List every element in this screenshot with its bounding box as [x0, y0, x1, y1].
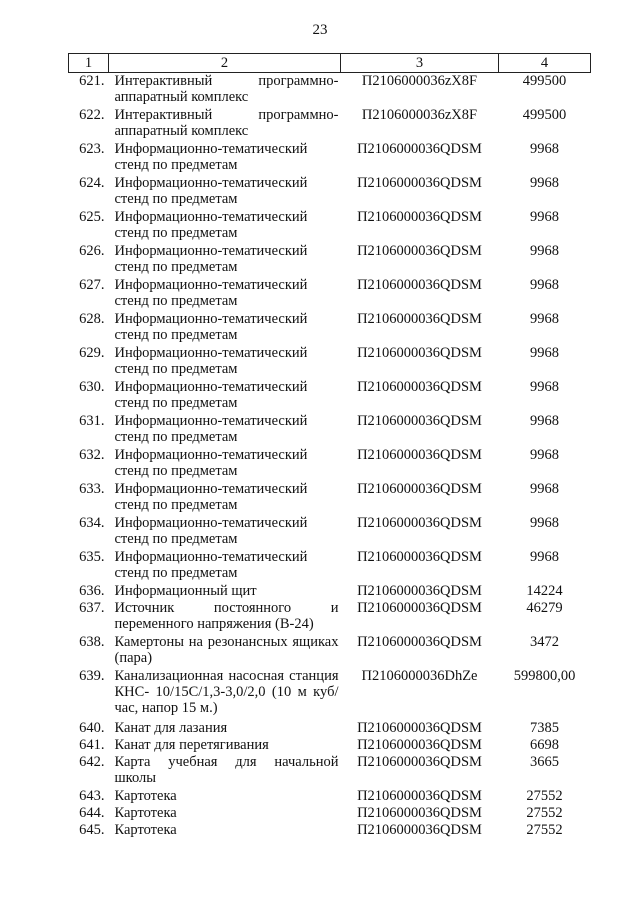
- item-name: Информационно-тематический стенд по предметам: [114, 276, 308, 309]
- table-row: [69, 737, 591, 754]
- item-price: 27552: [526, 821, 563, 838]
- row-number: 632.: [79, 446, 105, 463]
- item-price: 9968: [530, 480, 559, 497]
- row-number: 624.: [79, 174, 105, 191]
- item-code: П2106000036QDSM: [357, 821, 482, 838]
- table-row: [69, 311, 591, 345]
- item-name: Картотека: [114, 787, 177, 804]
- item-code: П2106000036QDSM: [357, 514, 482, 531]
- item-price: 9968: [530, 548, 559, 565]
- item-code: П2106000036QDSM: [357, 446, 482, 463]
- item-price: 46279: [526, 599, 563, 616]
- item-code: П2106000036QDSM: [357, 140, 482, 157]
- table-row: [69, 754, 591, 788]
- table-row: [69, 141, 591, 175]
- item-price: 9968: [530, 378, 559, 395]
- inventory-table: [68, 53, 591, 839]
- row-number: 629.: [79, 344, 105, 361]
- table-row: [69, 600, 591, 634]
- item-name: Информационно-тематический стенд по предметам: [114, 242, 308, 275]
- item-code: П2106000036zX8F: [361, 106, 478, 123]
- item-code: П2106000036DhZe: [361, 667, 478, 684]
- row-number: 633.: [79, 480, 105, 497]
- item-name: Канализационная насосная станция КНС- 10/15С/1,3-3,0/2,0 (10 м куб/час, напор 15 м.): [114, 667, 339, 716]
- item-code: П2106000036zX8F: [361, 73, 478, 89]
- item-price: 9968: [530, 514, 559, 531]
- item-name: Канат для перетягивания: [114, 736, 269, 753]
- page-number: 23: [312, 22, 328, 38]
- item-code: П2106000036QDSM: [357, 719, 482, 736]
- row-number: 638.: [79, 633, 105, 650]
- item-code: П2106000036QDSM: [357, 480, 482, 497]
- table-row: [69, 515, 591, 549]
- item-name: Информационно-тематический стенд по предметам: [114, 514, 308, 547]
- item-name: Канат для лазания: [114, 719, 228, 736]
- item-code: П2106000036QDSM: [357, 548, 482, 565]
- item-price: 9968: [530, 208, 559, 225]
- row-number: 643.: [79, 787, 105, 804]
- table-row: [69, 583, 591, 600]
- row-number: 628.: [79, 310, 105, 327]
- item-price: 27552: [526, 804, 563, 821]
- column-header-1: 1: [69, 54, 109, 73]
- row-number: 636.: [79, 582, 105, 599]
- item-name: Информационно-тематический стенд по предметам: [114, 140, 308, 173]
- table-row: [69, 107, 591, 141]
- item-price: 9968: [530, 140, 559, 157]
- row-number: 621.: [79, 73, 105, 89]
- table-row: [69, 634, 591, 668]
- row-number: 623.: [79, 140, 105, 157]
- row-number: 640.: [79, 719, 105, 736]
- item-price: 9968: [530, 412, 559, 429]
- table-row: [69, 549, 591, 583]
- row-number: 622.: [79, 106, 105, 123]
- item-code: П2106000036QDSM: [357, 344, 482, 361]
- row-number: 644.: [79, 804, 105, 821]
- item-code: П2106000036QDSM: [357, 582, 482, 599]
- item-name: Картотека: [114, 804, 177, 821]
- item-code: П2106000036QDSM: [357, 599, 482, 616]
- item-code: П2106000036QDSM: [357, 208, 482, 225]
- row-number: 627.: [79, 276, 105, 293]
- item-name: Интерактивный программно-аппаратный комплекс: [114, 106, 339, 139]
- item-name: Интерактивный программно-аппаратный комплекс: [114, 73, 339, 105]
- item-name: Информационно-тематический стенд по предметам: [114, 412, 308, 445]
- row-number: 642.: [79, 753, 105, 770]
- row-number: 634.: [79, 514, 105, 531]
- table-row: [69, 175, 591, 209]
- item-name: Информационно-тематический стенд по предметам: [114, 344, 308, 377]
- item-name: Информационно-тематический стенд по предметам: [114, 446, 308, 479]
- item-price: 27552: [526, 787, 563, 804]
- item-price: 9968: [530, 310, 559, 327]
- item-name: Информационный щит: [114, 582, 257, 599]
- table-row: [69, 277, 591, 311]
- item-price: 3665: [530, 753, 559, 770]
- table-row: [69, 379, 591, 413]
- row-number: 639.: [79, 667, 105, 684]
- column-header-3: 3: [341, 54, 499, 73]
- row-number: 631.: [79, 412, 105, 429]
- item-code: П2106000036QDSM: [357, 804, 482, 821]
- item-code: П2106000036QDSM: [357, 242, 482, 259]
- table-row: [69, 73, 591, 107]
- item-name: Карта учебная для начальной школы: [114, 753, 339, 786]
- row-number: 635.: [79, 548, 105, 565]
- item-name: Картотека: [114, 821, 177, 838]
- table-body: [69, 73, 591, 839]
- column-header-4: 4: [499, 54, 591, 73]
- item-price: 3472: [530, 633, 559, 650]
- table-row: [69, 481, 591, 515]
- row-number: 641.: [79, 736, 105, 753]
- item-name: Источник постоянного и переменного напряжения (В-24): [114, 599, 339, 632]
- item-code: П2106000036QDSM: [357, 378, 482, 395]
- item-code: П2106000036QDSM: [357, 633, 482, 650]
- item-name: Информационно-тематический стенд по предметам: [114, 174, 308, 207]
- item-price: 499500: [522, 106, 567, 123]
- item-name: Информационно-тематический стенд по предметам: [114, 378, 308, 411]
- item-code: П2106000036QDSM: [357, 736, 482, 753]
- item-price: 14224: [526, 582, 563, 599]
- row-number: 645.: [79, 821, 105, 838]
- item-price: 7385: [530, 719, 559, 736]
- row-number: 637.: [79, 599, 105, 616]
- item-price: 499500: [522, 73, 567, 89]
- table-row: [69, 720, 591, 737]
- table-row: [69, 243, 591, 277]
- item-name: Информационно-тематический стенд по предметам: [114, 480, 308, 513]
- table-row: [69, 413, 591, 447]
- table-row: [69, 788, 591, 805]
- item-name: Информационно-тематический стенд по предметам: [114, 310, 308, 343]
- table-row: [69, 805, 591, 822]
- item-name: Информационно-тематический стенд по предметам: [114, 208, 308, 241]
- table-row: [69, 345, 591, 379]
- item-code: П2106000036QDSM: [357, 276, 482, 293]
- item-code: П2106000036QDSM: [357, 310, 482, 327]
- row-number: 630.: [79, 378, 105, 395]
- item-price: 9968: [530, 174, 559, 191]
- item-price: 9968: [530, 344, 559, 361]
- table-row: [69, 668, 591, 720]
- item-name: Камертоны на резонансных ящиках (пара): [114, 633, 339, 666]
- item-name: Информационно-тематический стенд по предметам: [114, 548, 308, 581]
- item-code: П2106000036QDSM: [357, 412, 482, 429]
- column-header-2: 2: [109, 54, 341, 73]
- item-price: 6698: [530, 736, 559, 753]
- item-code: П2106000036QDSM: [357, 787, 482, 804]
- item-price: 599800,00: [513, 667, 576, 684]
- item-price: 9968: [530, 276, 559, 293]
- table-header: [69, 54, 591, 73]
- table-row: [69, 822, 591, 839]
- item-code: П2106000036QDSM: [357, 753, 482, 770]
- item-price: 9968: [530, 446, 559, 463]
- row-number: 625.: [79, 208, 105, 225]
- row-number: 626.: [79, 242, 105, 259]
- item-code: П2106000036QDSM: [357, 174, 482, 191]
- item-price: 9968: [530, 242, 559, 259]
- table-row: [69, 447, 591, 481]
- table-row: [69, 209, 591, 243]
